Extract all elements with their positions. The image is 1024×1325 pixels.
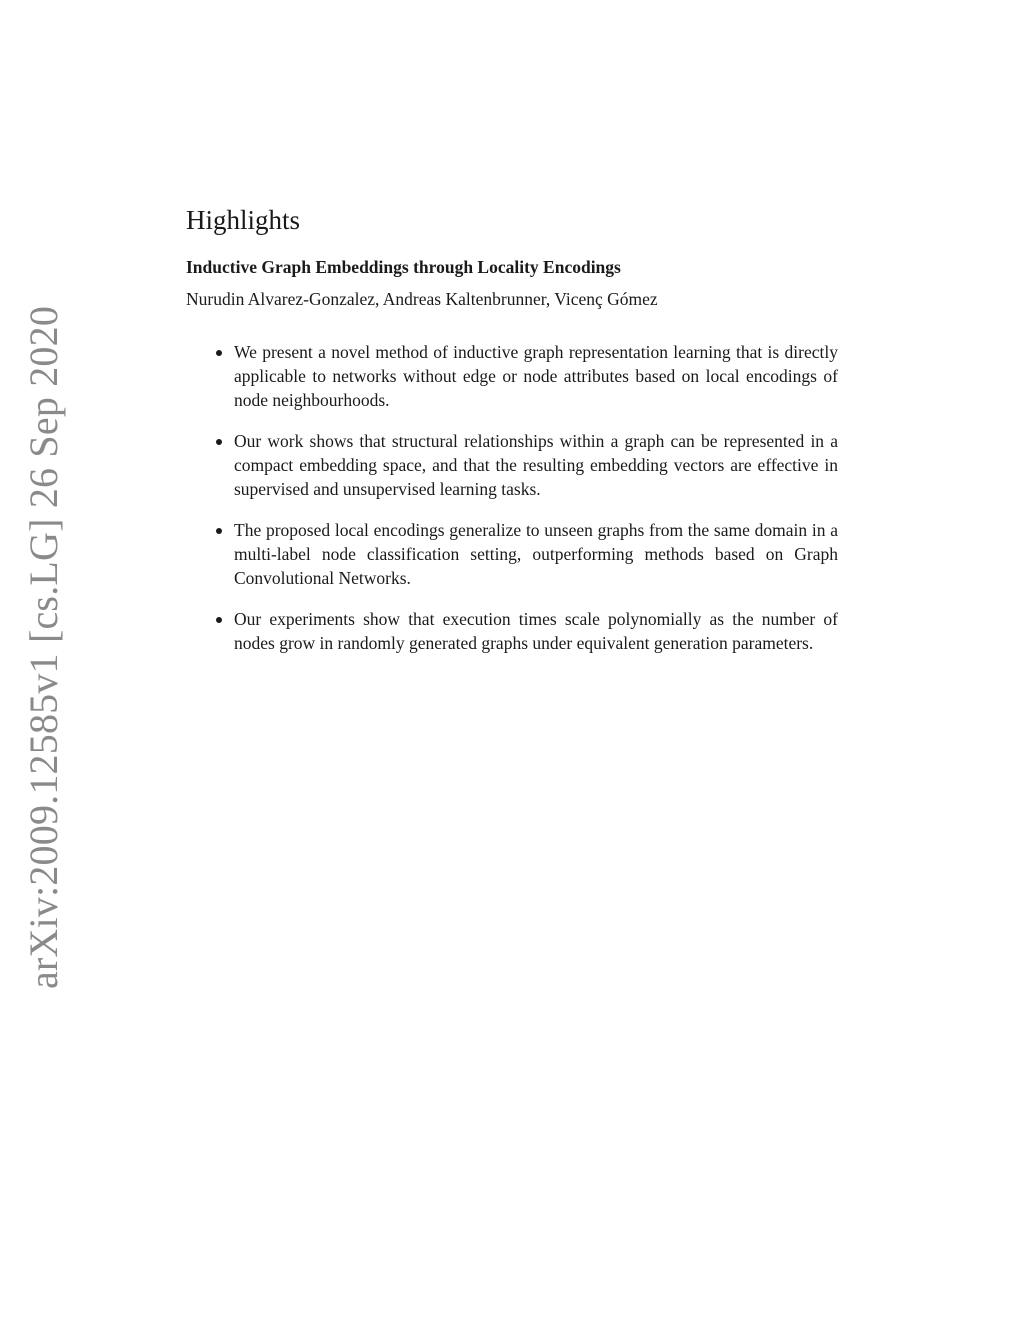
highlight-text: Our work shows that structural relationships within a graph can be represented in a compact embedding space, and that the resulting embedding vectors are effective in supervised and unsupervised learning tasks. (234, 431, 838, 499)
highlight-text: We present a novel method of inductive graph representation learning that is directly applicable to networks without edge or node attributes based on local encodings of node neighbourhoods. (234, 342, 838, 410)
bullet-icon (216, 350, 222, 356)
section-title: Highlights (186, 205, 301, 235)
highlight-item (186, 518, 838, 590)
highlight-item (186, 607, 838, 655)
bullet-icon (216, 528, 222, 534)
bullet-icon (216, 439, 222, 445)
bullet-icon (216, 617, 222, 623)
arxiv-stamp (2, 305, 86, 989)
arxiv-stamp-text: arXiv:2009.12585v1 [cs.LG] 26 Sep 2020 (21, 305, 67, 989)
highlight-text: The proposed local encodings generalize to unseen graphs from the same domain in a multi-label node classification setting, outperforming methods based on Graph Convolutional Networks. (234, 520, 838, 588)
highlight-item (186, 429, 838, 501)
highlight-item (186, 340, 838, 412)
highlights-page (186, 200, 838, 672)
highlight-text: Our experiments show that execution times scale polynomially as the number of nodes grow in randomly generated graphs under equivalent generation parameters. (234, 609, 838, 653)
highlights-list (186, 340, 838, 655)
paper-title: Inductive Graph Embeddings through Locality Encodings (186, 257, 621, 277)
author-list: Nurudin Alvarez-Gonzalez, Andreas Kaltenbrunner, Vicenç Gómez (186, 289, 658, 309)
